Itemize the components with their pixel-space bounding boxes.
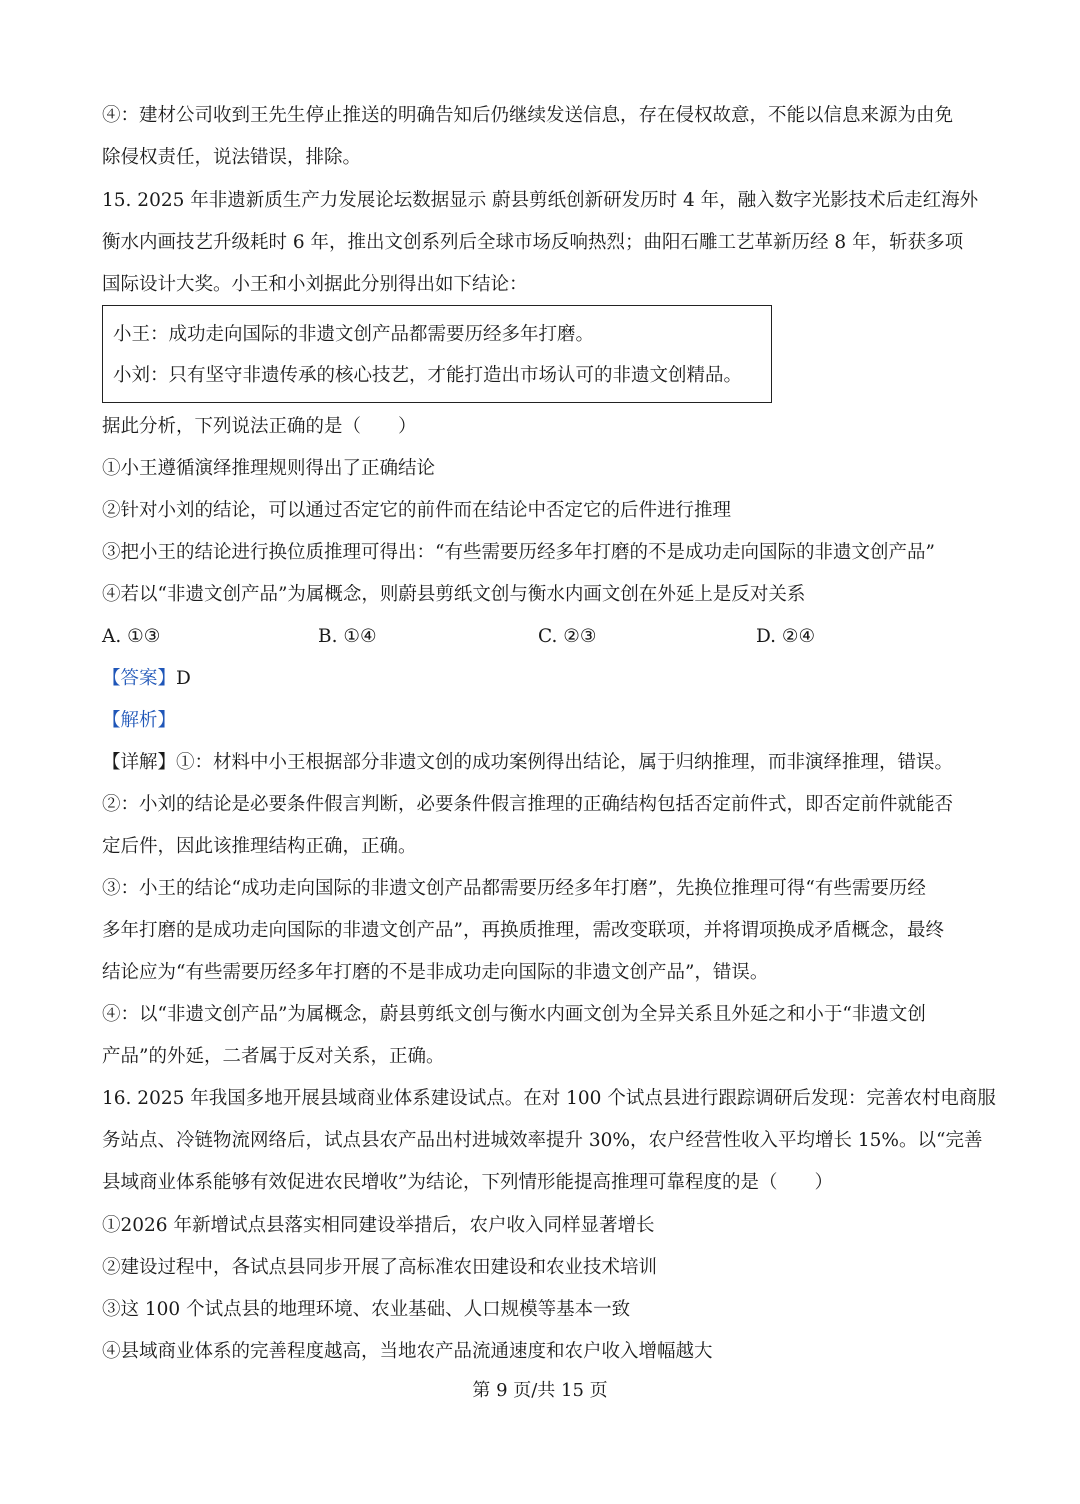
analysis-tag: 【解析】 [102, 710, 177, 731]
detail-text: ①：材料中小王根据部分非遗文创的成功案例得出结论，属于归纳推理，而非演绎推理，错误。 [176, 752, 954, 773]
answer-tag: 【答案】 [102, 668, 177, 689]
q15-detail-line-4: ③：小王的结论“成功走向国际的非遗文创产品都需要历经多年打磨”，先换位推理可得“有些需要历经 [102, 878, 926, 899]
q15-item-2: ②针对小刘的结论，可以通过否定它的前件而在结论中否定它的后件进行推理 [102, 500, 732, 521]
q15-question: 据此分析，下列说法正确的是（ ） [102, 416, 417, 437]
answer-value: D [176, 668, 191, 689]
xiaoliu-conclusion: 小刘：只有坚守非遗传承的核心技艺，才能打造出市场认可的非遗文创精品。 [113, 365, 743, 386]
q16-item-2: ②建设过程中，各试点县同步开展了高标准农田建设和农业技术培训 [102, 1257, 658, 1278]
q15-stem-line-2: 衡水内画技艺升级耗时 6 年，推出文创系列后全球市场反响热烈；曲阳石雕工艺革新历经 8 年，斩获多项 [102, 232, 964, 253]
q16-item-3: ③这 100 个试点县的地理环境、农业基础、人口规模等基本一致 [102, 1299, 631, 1320]
q15-stem-line-3: 国际设计大奖。小王和小刘据此分别得出如下结论： [102, 274, 528, 295]
q15-stem-line-1: 15. 2025 年非遗新质生产力发展论坛数据显示 蔚县剪纸创新研发历时 4 年，融入数字光影技术后走红海外 [102, 190, 979, 211]
q15-detail-line-5: 多年打磨的是成功走向国际的非遗文创产品”，再换质推理，需改变联项，并将谓项换成矛盾概念，最终 [102, 920, 944, 941]
q15-detail-line-7: ④：以“非遗文创产品”为属概念，蔚县剪纸文创与衡水内画文创为全异关系且外延之和小于“非遗文创 [102, 1004, 926, 1025]
q15-detail-line-6: 结论应为“有些需要历经多年打磨的不是非成功走向国际的非遗文创产品”，错误。 [102, 962, 769, 983]
q15-item-4: ④若以“非遗文创产品”为属概念，则蔚县剪纸文创与衡水内画文创在外延上是反对关系 [102, 584, 806, 605]
q16-item-1: ①2026 年新增试点县落实相同建设举措后，农户收入同样显著增长 [102, 1215, 655, 1236]
prev-analysis-line-1: ④：建材公司收到王先生停止推送的明确告知后仍继续发送信息，存在侵权故意，不能以信息来源为由免 [102, 105, 954, 126]
q16-stem-line-1: 16. 2025 年我国多地开展县域商业体系建设试点。在对 100 个试点县进行跟踪调研后发现：完善农村电商服 [102, 1088, 996, 1109]
q15-answer [102, 666, 191, 692]
q15-item-1: ①小王遵循演绎推理规则得出了正确结论 [102, 458, 436, 479]
q16-item-4: ④县域商业体系的完善程度越高，当地农产品流通速度和农户收入增幅越大 [102, 1341, 713, 1362]
q15-option-c: C. ②③ [538, 626, 597, 647]
q15-option-d: D. ②④ [756, 626, 816, 647]
prev-analysis-line-2: 除侵权责任，说法错误，排除。 [102, 147, 362, 168]
xiaowang-conclusion: 小王：成功走向国际的非遗文创产品都需要历经多年打磨。 [113, 324, 595, 345]
q15-detail-line-3: 定后件，因此该推理结构正确，正确。 [102, 836, 417, 857]
q15-option-b: B. ①④ [318, 626, 377, 647]
q15-option-a: A. ①③ [102, 626, 161, 647]
q16-stem-line-3: 县域商业体系能够有效促进农民增收”为结论，下列情形能提高推理可靠程度的是（ ） [102, 1172, 833, 1193]
detail-tag: 【详解】 [102, 752, 177, 773]
q16-stem-line-2: 务站点、冷链物流网络后，试点县农产品出村进城效率提升 30%，农户经营性收入平均增长 15%。以“完善 [102, 1130, 983, 1151]
q15-detail-line-1 [102, 750, 953, 776]
q15-analysis-heading [102, 708, 176, 734]
q15-detail-line-8: 产品”的外延，二者属于反对关系，正确。 [102, 1046, 445, 1067]
q15-item-3: ③把小王的结论进行换位质推理可得出：“有些需要历经多年打磨的不是成功走向国际的非遗文创产品” [102, 542, 935, 563]
q15-detail-line-2: ②：小刘的结论是必要条件假言判断，必要条件假言推理的正确结构包括否定前件式，即否定前件就能否 [102, 794, 954, 815]
page-footer: 第 9 页/共 15 页 [472, 1380, 608, 1401]
q15-conclusion-box [102, 305, 772, 403]
